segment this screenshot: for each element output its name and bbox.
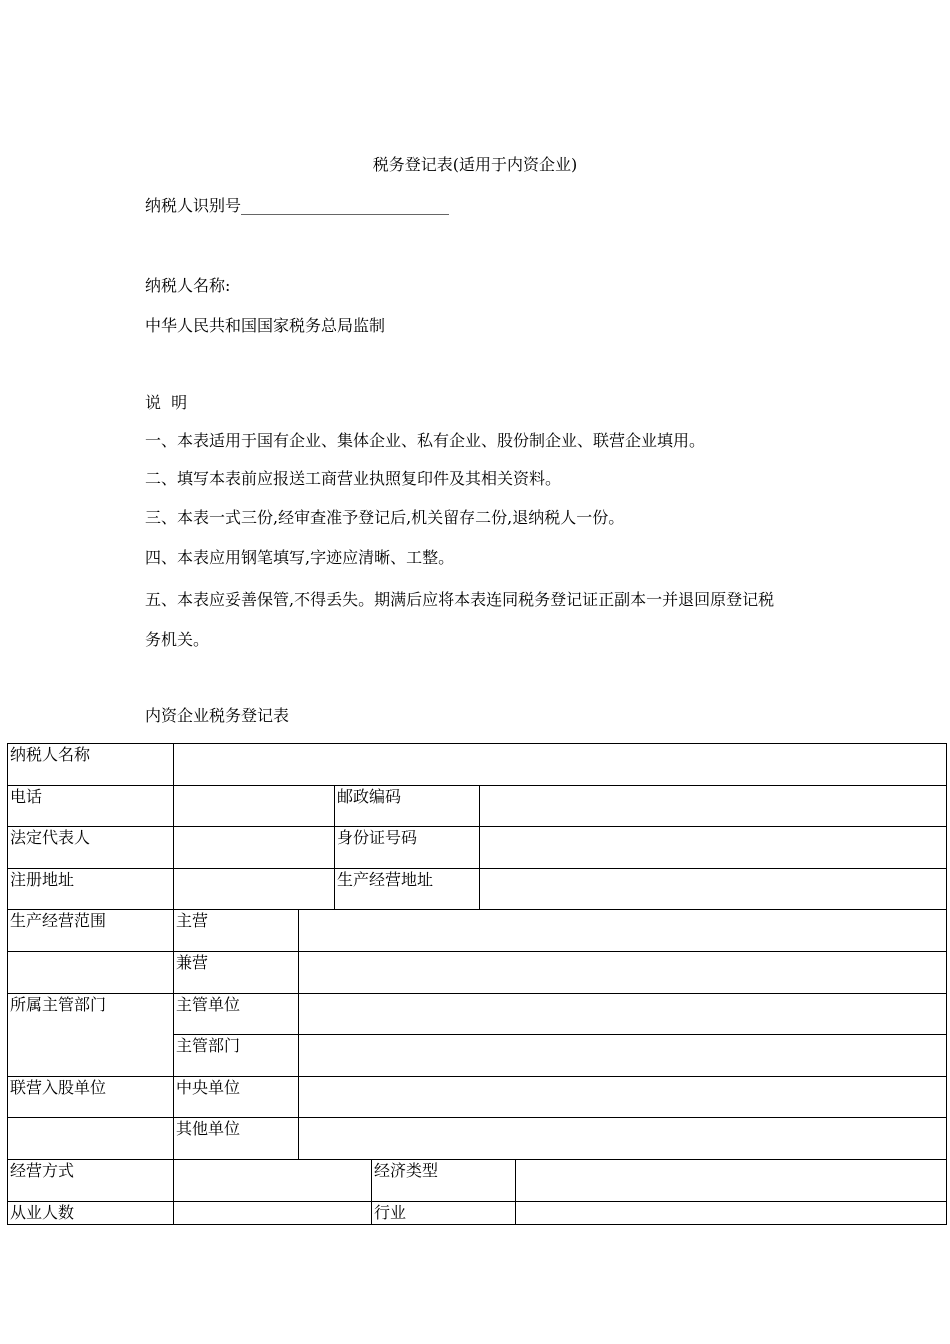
taxpayer-id-line: 纳税人识别号__________________________ [145, 196, 450, 215]
registration-table [7, 743, 947, 1225]
note-item: 一、本表适用于国有企业、集体企业、私有企业、股份制企业、联营企业填用。 [145, 431, 706, 450]
table-row [8, 785, 947, 827]
phone-label: 电话 [8, 785, 174, 827]
legal-rep-field[interactable] [174, 827, 335, 869]
taxpayer-name-field[interactable] [174, 744, 947, 786]
table-row [8, 868, 947, 910]
supervising-dept-field[interactable] [299, 1035, 947, 1077]
supervisor-line: 中华人民共和国国家税务总局监制 [145, 316, 386, 335]
table-row [8, 951, 947, 993]
operation-mode-field[interactable] [174, 1159, 372, 1201]
taxpayer-name-label: 纳税人名称: [145, 276, 231, 295]
table-row [8, 1076, 947, 1118]
economic-type-label: 经济类型 [372, 1159, 516, 1201]
table-row [8, 827, 947, 869]
table-row [8, 1159, 947, 1201]
main-business-label: 主营 [174, 910, 299, 952]
industry-label: 行业 [372, 1201, 516, 1224]
phone-field[interactable] [174, 785, 335, 827]
reg-address-label: 注册地址 [8, 868, 174, 910]
note-item: 五、本表应妥善保管,不得丢失。期满后应将本表连同税务登记证正副本一并退回原登记税 [145, 590, 775, 609]
notes-heading: 说 明 [145, 393, 188, 412]
legal-rep-label: 法定代表人 [8, 827, 174, 869]
biz-address-field[interactable] [480, 868, 947, 910]
empty-cell [8, 951, 174, 993]
table-row [8, 1201, 947, 1224]
note-item: 二、填写本表前应报送工商营业执照复印件及其相关资料。 [145, 469, 562, 488]
employees-label: 从业人数 [8, 1201, 174, 1224]
industry-field[interactable] [516, 1201, 947, 1224]
note-item: 四、本表应用钢笔填写,字迹应清晰、工整。 [145, 548, 455, 567]
side-business-field[interactable] [299, 951, 947, 993]
postal-code-label: 邮政编码 [335, 785, 480, 827]
other-unit-label: 其他单位 [174, 1118, 299, 1160]
table-row [8, 744, 947, 786]
id-number-label: 身份证号码 [335, 827, 480, 869]
employees-field[interactable] [174, 1201, 372, 1224]
supervising-unit-field[interactable] [299, 993, 947, 1035]
table-row [8, 993, 947, 1035]
biz-address-label: 生产经营地址 [335, 868, 480, 910]
supervising-unit-label: 主管单位 [174, 993, 299, 1035]
supervising-dept-label: 主管部门 [174, 1035, 299, 1077]
table-row [8, 1118, 947, 1160]
note-item: 三、本表一式三份,经审查准予登记后,机关留存二份,退纳税人一份。 [145, 508, 625, 527]
jv-group-label: 联营入股单位 [8, 1076, 174, 1118]
other-unit-field[interactable] [299, 1118, 947, 1160]
table-title: 内资企业税务登记表 [145, 706, 290, 725]
postal-code-field[interactable] [480, 785, 947, 827]
note-item: 务机关。 [145, 630, 210, 649]
biz-scope-label: 生产经营范围 [8, 910, 174, 952]
operation-mode-label: 经营方式 [8, 1159, 174, 1201]
central-unit-label: 中央单位 [174, 1076, 299, 1118]
central-unit-field[interactable] [299, 1076, 947, 1118]
taxpayer-name-label-cell: 纳税人名称 [8, 744, 174, 786]
id-number-field[interactable] [480, 827, 947, 869]
side-business-label: 兼营 [174, 951, 299, 993]
main-business-field[interactable] [299, 910, 947, 952]
form-title: 税务登记表(适用于内资企业) [372, 155, 578, 174]
economic-type-field[interactable] [516, 1159, 947, 1201]
empty-cell [8, 1118, 174, 1160]
table-row [8, 910, 947, 952]
dept-group-label: 所属主管部门 [8, 993, 174, 1076]
reg-address-field[interactable] [174, 868, 335, 910]
